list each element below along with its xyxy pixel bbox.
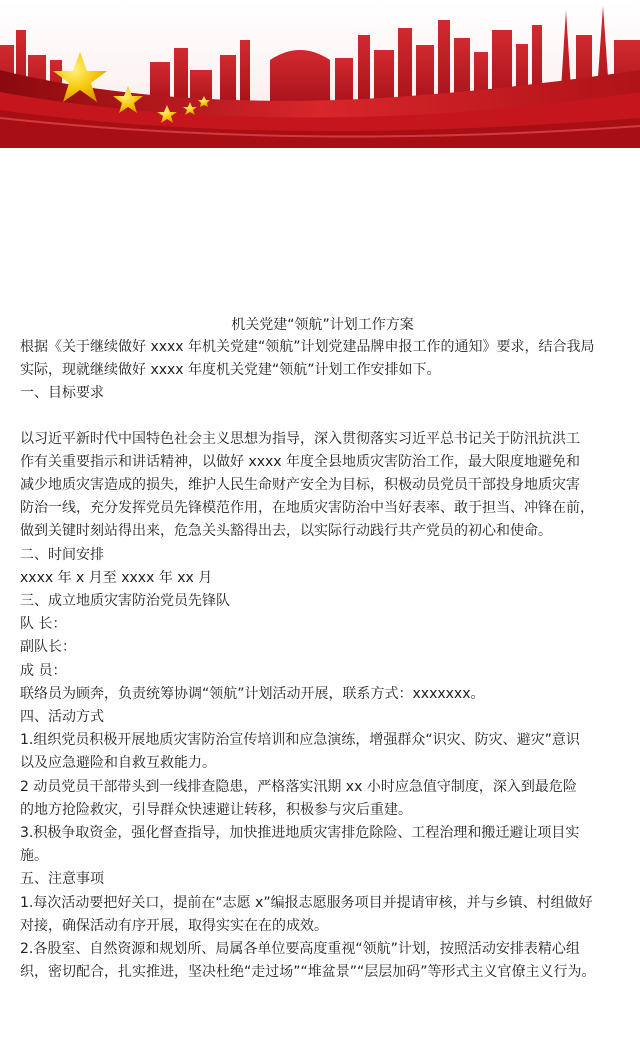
section-heading: 三、成立地质灾害防治党员先锋队 <box>20 593 230 610</box>
intro-line: 根据《关于继续做好 xxxx 年机关党建“领航”计划党建品牌申报工作的通知》要求，结合我局 <box>20 339 595 355</box>
paragraph-line: 做到关键时刻站得出来，危急关头豁得出去，以实际行动践行共产党员的初心和使命。 <box>20 523 552 540</box>
paragraph-line: 副队长： <box>20 639 76 656</box>
paragraph-line: 作有关重要指示和讲话精神，以做好 xxxx 年度全县地质灾害防治工作，最大限度地避免和 <box>20 453 581 470</box>
paragraph-line: 1.每次活动要把好关口，提前在“志愿 x”编报志愿服务项目并提请审核，并与乡镇、村组做好 <box>20 894 593 911</box>
section-heading: 二、时间安排 <box>20 546 104 563</box>
paragraph-line: 减少地质灾害造成的损失，维护人民生命财产安全为目标，积极动员党员干部投身地质灾害 <box>20 477 580 494</box>
paragraph-line: 织，密切配合，扎实推进，坚决杜绝“走过场”“堆盆景”“层层加码”等形式主义官僚主义行为。 <box>20 964 596 981</box>
spacer <box>20 406 625 428</box>
section-heading: 一、目标要求 <box>20 385 104 402</box>
paragraph-line: 联络员为顾奔，负责统筹协调“领航”计划活动开展，联系方式：xxxxxxx。 <box>20 685 485 702</box>
paragraph-line: 2.各股室、自然资源和规划所、局属各单位要高度重视“领航”计划，按照活动安排表精心组 <box>20 941 580 958</box>
page-title: 机关党建“领航”计划工作方案 <box>231 317 414 333</box>
paragraph-line: 防治一线，充分发挥党员先锋模范作用，在地质灾害防治中当好表率、敢于担当、冲锋在前， <box>20 500 594 517</box>
banner-graphic <box>0 0 640 148</box>
intro-line: 实际，现就继续做好 xxxx 年度机关党建“领航”计划工作安排如下。 <box>20 362 441 379</box>
paragraph-line: 2 动员党员干部带头到一线排查隐患，严格落实汛期 xx 小时应急值守制度，深入到最危险 <box>20 778 577 795</box>
paragraph-line: 1.组织党员积极开展地质灾害防治宣传培训和应急演练，增强群众“识灾、防灾、避灾”意识 <box>20 732 580 749</box>
document-body <box>20 314 625 984</box>
section-heading: 四、活动方式 <box>20 709 104 726</box>
paragraph-line: 对接，确保活动有序开展，取得实实在在的成效。 <box>20 917 328 934</box>
header-banner <box>0 0 640 148</box>
paragraph-line: 以及应急避险和自救互救能力。 <box>20 755 216 772</box>
paragraph-line: xxxx 年 x 月至 xxxx 年 xx 月 <box>20 569 213 586</box>
paragraph-line: 的地方抢险救灾，引导群众快速避让转移，积极参与灾后重建。 <box>20 801 412 818</box>
section-heading: 五、注意事项 <box>20 871 104 888</box>
paragraph-line: 队 长： <box>20 616 67 633</box>
paragraph-line: 成 员： <box>20 662 67 679</box>
paragraph-line: 施。 <box>20 848 48 865</box>
paragraph-line: 以习近平新时代中国特色社会主义思想为指导，深入贯彻落实习近平总书记关于防汛抗洪工 <box>20 430 580 447</box>
paragraph-line: 3.积极争取资金，强化督查指导，加快推进地质灾害排危除险、工程治理和搬迁避让项目实 <box>20 825 580 842</box>
